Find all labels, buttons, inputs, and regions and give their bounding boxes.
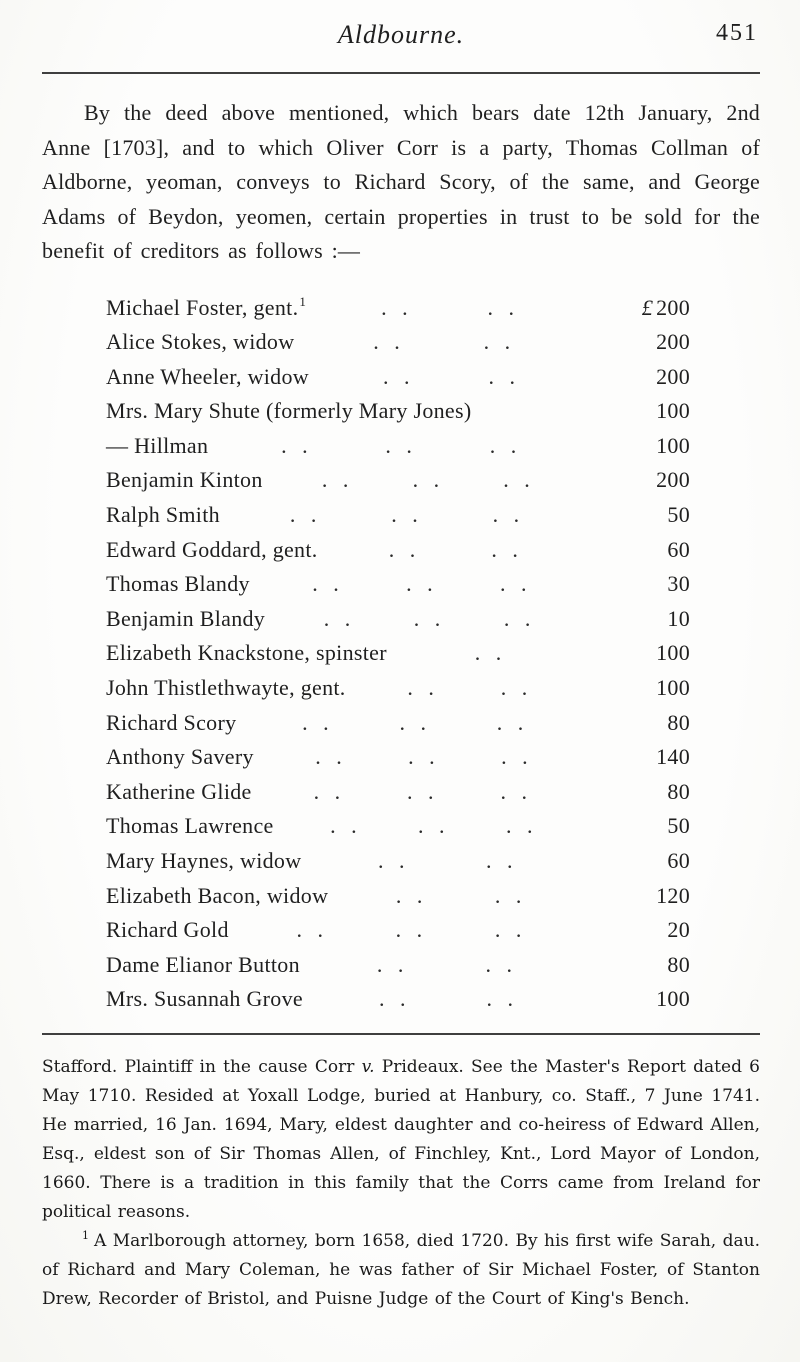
ledger-amount (594, 498, 690, 533)
ledger-row (106, 498, 760, 533)
ledger-name: Mary Haynes, widow (106, 848, 302, 873)
ledger-amount-value: 50 (667, 502, 690, 528)
ledger-name: — Hillman (106, 432, 209, 458)
dot-leaders (274, 809, 594, 844)
ledger-row (106, 602, 760, 637)
dot-leader: . . (407, 675, 439, 701)
ledger-row (106, 775, 760, 810)
ledger-row (106, 636, 760, 671)
dot-leader: . . (412, 467, 445, 493)
ledger-row (106, 948, 760, 983)
ledger-name: Benjamin Kinton (106, 467, 263, 493)
ledger-name: Anne Wheeler, widow (106, 363, 309, 389)
dot-leaders (265, 602, 594, 637)
ledger-amount-value: 100 (656, 398, 690, 424)
ledger-name: Alice Stokes, widow (106, 329, 295, 355)
dot-leaders (254, 740, 594, 775)
ledger (42, 291, 760, 1017)
dot-leader: . . (486, 986, 518, 1012)
dot-leaders (301, 844, 594, 879)
dot-leader: . . (500, 778, 533, 804)
dot-leaders (309, 360, 594, 395)
ledger-amount-value: 80 (667, 709, 690, 735)
footnotes (42, 1053, 760, 1314)
dot-leader: . . (491, 536, 523, 562)
dot-leader: . . (391, 502, 423, 528)
ledger-name: Edward Goddard, gent. (106, 536, 318, 562)
ledger-amount (594, 533, 690, 568)
ledger-name: Elizabeth Knackstone, spinster (106, 640, 387, 666)
intro-paragraph: By the deed above mentioned, which bears date 12th January, 2nd Anne [1703], and to which Oliver Corr is a party, Thomas Collman of Aldborne, yeoman, conveys to Richard Scory, of the same, and George Adams of Beydon, yeomen, certain properties in trust to be sold for the benefit of creditors as follows :— (42, 100, 760, 263)
bottom-rule (42, 1033, 760, 1035)
footnote-1 (42, 1227, 760, 1314)
dot-leader: . . (381, 294, 413, 320)
ledger-amount (594, 429, 690, 464)
dot-leader: . . (500, 571, 532, 597)
ledger-row (106, 533, 760, 568)
footnote-ref: 1 (299, 294, 307, 310)
dot-leaders (294, 325, 594, 360)
ledger-amount-value: 80 (667, 778, 690, 804)
ledger-amount (594, 913, 690, 948)
dot-leader: . . (376, 951, 409, 977)
ledger-amount (594, 394, 690, 429)
ledger-row (106, 982, 760, 1017)
page-number: 451 (716, 20, 758, 46)
dot-leader: . . (323, 605, 356, 631)
dot-leader: . . (296, 917, 328, 943)
ledger-amount-value: 30 (667, 571, 690, 597)
ledger-amount (594, 567, 690, 602)
ledger-row (106, 671, 760, 706)
dot-leaders (250, 567, 594, 602)
ledger-row (106, 394, 760, 429)
dot-leader: . . (289, 502, 322, 528)
ledger-amount-value: 200 (656, 467, 690, 493)
ledger-amount (594, 463, 690, 498)
dot-leader: . . (373, 329, 405, 355)
footnote-1-marker: 1 (82, 1229, 89, 1243)
dot-leader: . . (388, 536, 421, 562)
dot-leader: . . (413, 605, 446, 631)
dot-leader: . . (395, 882, 428, 908)
ledger-amount-value: 60 (667, 536, 690, 562)
dot-leaders (318, 533, 594, 568)
ledger-amount (594, 602, 690, 637)
ledger-name: Richard Gold (106, 917, 229, 943)
ledger-amount-value: 20 (667, 917, 690, 943)
dot-leader: . . (494, 882, 527, 908)
footnote-versus-abbrev: v. (361, 1056, 375, 1077)
ledger-amount-value: 200 (656, 294, 690, 320)
ledger-amount (594, 879, 690, 914)
dot-leader: . . (395, 917, 428, 943)
ledger-name: Anthony Savery (106, 744, 254, 770)
ledger-amount-value: 140 (656, 744, 690, 770)
ledger-amount (594, 671, 690, 706)
ledger-name: Michael Foster, gent.$^1$ (106, 294, 307, 320)
ledger-amount-value: 100 (656, 640, 690, 666)
dot-leader: . . (496, 709, 529, 735)
dot-leader: . . (506, 813, 538, 839)
footnote-continuation-text-1: Stafford. Plaintiff in the cause Corr (42, 1056, 362, 1077)
ledger-name: Katherine Glide (106, 778, 252, 804)
pound-sign: £ (641, 294, 654, 320)
footnote-1-text: A Marlborough attorney, born 1658, died 1720. By his first wife Sarah, dau. of Richard and Mary Coleman, he was father of Sir Michael Foster, of Stanton Drew, Recorder of Bristol, and Puisne Judge of the Court of King's Bench. (42, 1230, 760, 1309)
ledger-amount-value: 10 (667, 605, 690, 631)
ledger-amount (594, 636, 690, 671)
dot-leader: . . (489, 432, 522, 458)
ledger-row (106, 913, 760, 948)
ledger-amount (594, 740, 690, 775)
dot-leader: . . (281, 432, 313, 458)
dot-leader: . . (501, 744, 533, 770)
running-title: Aldbourne. (337, 20, 465, 49)
footnote-continuation (42, 1053, 760, 1227)
ledger-row (106, 360, 760, 395)
dot-leaders (229, 913, 594, 948)
dot-leader: . . (313, 778, 346, 804)
dot-leaders (306, 291, 594, 326)
dot-leader: . . (377, 848, 410, 873)
ledger-name: Thomas Lawrence (106, 813, 274, 839)
dot-leader: . . (407, 778, 439, 804)
ledger-amount-value: 120 (656, 882, 690, 908)
ledger-name: Dame Elianor Button (106, 951, 300, 977)
ledger-name: John Thistlethwayte, gent. (106, 675, 346, 701)
dot-leader: . . (378, 986, 411, 1012)
dot-leader: . . (503, 467, 535, 493)
ledger-amount-value: 100 (656, 675, 690, 701)
ledger-amount (594, 948, 690, 983)
ledger-amount-value: 80 (667, 951, 690, 977)
dot-leader: . . (488, 363, 520, 389)
dot-leader: . . (483, 329, 516, 355)
ledger-amount-value: 200 (656, 363, 690, 389)
ledger-row (106, 567, 760, 602)
ledger-amount (594, 291, 690, 326)
dot-leaders (252, 775, 594, 810)
dot-leaders (263, 463, 594, 498)
ledger-amount-value: 100 (656, 432, 690, 458)
ledger-amount-value: 60 (667, 848, 690, 873)
dot-leader: . . (474, 640, 507, 666)
ledger-row (106, 740, 760, 775)
dot-leader: . . (492, 502, 525, 528)
dot-leader: . . (382, 363, 415, 389)
footnote-continuation-text-2: Prideaux. See the Master's Report dated 6 May 1710. Resided at Yoxall Lodge, buried at Hanbury, co. Staff., 7 June 1741. He married, 16 Jan. 1694, Mary, eldest daughter and co-heiress of Edward Allen, Esq., eldest son of Sir Thomas Allen, of Finchley, Knt., Lord Mayor of London, 1660. There is a tradition in this family that the Corrs came from Ireland for political reasons. (42, 1056, 760, 1222)
dot-leaders (220, 498, 594, 533)
dot-leader: . . (418, 813, 450, 839)
ledger-amount (594, 325, 690, 360)
ledger-row (106, 879, 760, 914)
dot-leader: . . (399, 709, 431, 735)
ledger-row (106, 706, 760, 741)
dot-leader: . . (485, 848, 518, 873)
ledger-row (106, 809, 760, 844)
ledger-name: Ralph Smith (106, 502, 220, 528)
ledger-row (106, 463, 760, 498)
dot-leader: . . (503, 605, 536, 631)
dot-leaders (328, 879, 594, 914)
dot-leaders (208, 429, 594, 464)
dot-leader: . . (385, 432, 417, 458)
top-rule (42, 72, 760, 74)
ledger-amount (594, 360, 690, 395)
dot-leader: . . (312, 571, 344, 597)
ledger-name: Benjamin Blandy (106, 605, 266, 631)
dot-leader: . . (321, 467, 354, 493)
dot-leaders (300, 948, 594, 983)
dot-leaders (236, 706, 594, 741)
ledger-name: Mrs. Susannah Grove (106, 986, 303, 1012)
ledger-row (106, 325, 760, 360)
dot-leader: . . (494, 917, 527, 943)
ledger-amount (594, 844, 690, 879)
ledger-name: Elizabeth Bacon, widow (106, 882, 329, 908)
ledger-amount (594, 706, 690, 741)
dot-leader: . . (500, 675, 533, 701)
dot-leader: . . (408, 744, 440, 770)
dot-leaders (346, 671, 594, 706)
ledger-amount (594, 775, 690, 810)
ledger-row (106, 291, 760, 326)
ledger-name: Mrs. Mary Shute (formerly Mary Jones) (106, 398, 472, 424)
dot-leader: . . (485, 951, 517, 977)
ledger-row (106, 844, 760, 879)
dot-leader: . . (487, 294, 520, 320)
dot-leader: . . (330, 813, 362, 839)
ledger-name: Thomas Blandy (106, 571, 250, 597)
dot-leaders (303, 982, 594, 1017)
dot-leaders (387, 636, 594, 671)
dot-leader: . . (302, 709, 334, 735)
ledger-name: Richard Scory (106, 709, 237, 735)
ledger-amount-value: 50 (667, 813, 690, 839)
dot-leader: . . (406, 571, 438, 597)
ledger-amount-value: 200 (656, 329, 690, 355)
ledger-amount (594, 982, 690, 1017)
ledger-amount-value: 100 (656, 986, 690, 1012)
ledger-row (106, 429, 760, 464)
ledger-amount (594, 809, 690, 844)
dot-leader: . . (315, 744, 347, 770)
page-header (42, 14, 760, 60)
